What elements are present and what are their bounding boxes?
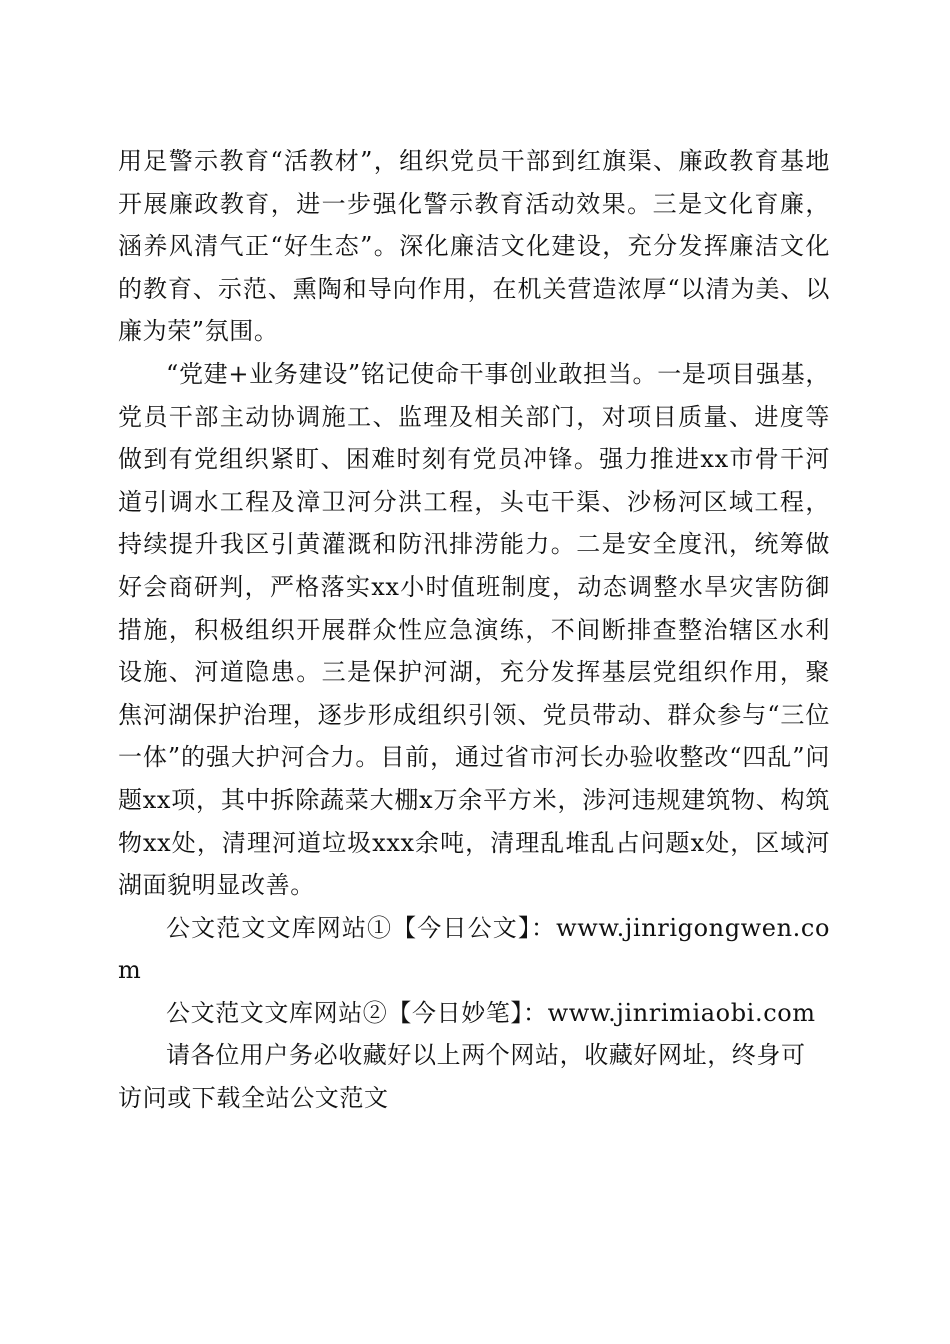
footer-links bbox=[118, 907, 830, 1120]
site-link-1: 公文范文文库网站①【今日公文】：www.jinrigongwen.com bbox=[118, 913, 830, 985]
site-link-2: 公文范文文库网站②【今日妙笔】：www.jinrimiaobi.com bbox=[166, 998, 816, 1027]
paragraph-1: 用足警示教育“活教材”，组织党员干部到红旗渠、廉政教育基地开展廉政教育，进一步强化警示教育活动效果。三是文化育廉，涵养风清气正“好生态”。深化廉洁文化建设，充分发挥廉洁文化的教育、示范、熏陶和导向作用，在机关营造浓厚“以清为美、以廉为荣”氛围。 bbox=[118, 147, 830, 346]
document-page bbox=[118, 140, 830, 1120]
bookmark-notice: 请各位用户务必收藏好以上两个网站，收藏好网址，终身可访问或下载全站公文范文 bbox=[118, 1041, 806, 1113]
paragraph-2: “党建+业务建设”铭记使命干事创业敢担当。一是项目强基，党员干部主动协调施工、监理及相关部门，对项目质量、进度等做到有党组织紧盯、困难时刻有党员冲锋。强力推进xx市骨干河道引调水工程及漳卫河分洪工程，头屯干渠、沙杨河区域工程，持续提升我区引黄灌溉和防汛排涝能力。二是安全度汛，统筹做好会商研判，严格落实xx小时值班制度，动态调整水旱灾害防御措施，积极组织开展群众性应急演练，不间断排查整治辖区水利设施、河道隐患。三是保护河湖，充分发挥基层党组织作用，聚焦河湖保护治理，逐步形成组织引领、党员带动、群众参与“三位一体”的强大护河合力。目前，通过省市河长办验收整改“四乱”问题xx项，其中拆除蔬菜大棚x万余平方米，涉河违规建筑物、构筑物xx处，清理河道垃圾xxx余吨，清理乱堆乱占问题x处，区域河湖面貌明显改善。 bbox=[118, 359, 830, 900]
